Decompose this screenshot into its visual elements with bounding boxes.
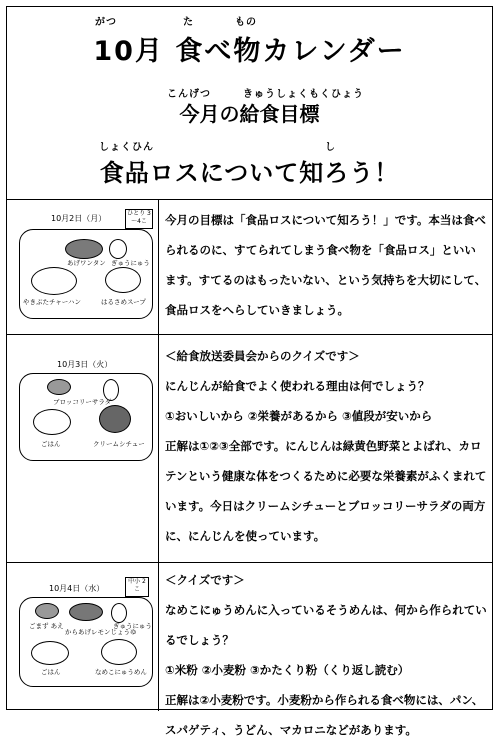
calendar-page bbox=[6, 6, 493, 737]
karaage-icon bbox=[69, 603, 103, 621]
title-ruby: がつ bbox=[95, 17, 117, 28]
soup-bowl-icon bbox=[105, 267, 141, 293]
food-label: からあげレモンじょうゆ bbox=[65, 628, 137, 636]
food-label: あげワンタン bbox=[67, 259, 106, 267]
paragraph: ①おいしいから ②栄養があるから ③値段が安いから bbox=[165, 409, 433, 423]
dish-icon bbox=[47, 379, 71, 395]
rice-bowl-icon bbox=[33, 409, 71, 435]
food-label: ブロッコリーサラダ bbox=[53, 398, 112, 406]
stew-bowl-icon bbox=[99, 405, 131, 433]
title-ruby: た bbox=[183, 17, 194, 28]
title-ruby: もの bbox=[235, 17, 257, 28]
day-description bbox=[165, 205, 487, 325]
menu-illustration bbox=[7, 199, 159, 334]
theme-ruby: しょくひん bbox=[99, 142, 154, 153]
goal-ruby: こんげつ bbox=[167, 89, 211, 100]
serving-note: 中小 2こ bbox=[125, 577, 149, 597]
calendar-header bbox=[7, 7, 492, 200]
theme-ruby: し bbox=[325, 142, 336, 153]
food-label: ぎゅうにゅう bbox=[111, 259, 150, 267]
day-row bbox=[7, 199, 492, 335]
menu-date: 10月2日（月） bbox=[51, 214, 107, 223]
day-row bbox=[7, 335, 492, 563]
food-label: ぎゅうにゅう bbox=[113, 622, 152, 630]
dish-icon bbox=[65, 239, 103, 259]
food-label: はるさめスープ bbox=[101, 298, 146, 306]
food-label: ごはん bbox=[41, 668, 61, 676]
page-title: 10月 食べ物カレンダー bbox=[93, 36, 406, 67]
goal-theme: 食品ロスについて知ろう！ bbox=[99, 159, 400, 187]
goal-ruby: きゅうしょくもくひょう bbox=[243, 89, 364, 100]
rice-bowl-icon bbox=[31, 641, 69, 665]
milk-icon bbox=[109, 239, 127, 259]
day-description bbox=[165, 341, 487, 551]
paragraph: にんじんが給食でよく使われる理由は何でしょう？ bbox=[165, 379, 430, 393]
food-label: クリームシチュー bbox=[93, 440, 145, 448]
paragraph: 今月の目標は「食品ロスについて知ろう！」です。本当は食べられるのに、すてられてしまう食べ物を「食品ロス」といいます。すてるのはもったいない、という気持ちを大切にして、食品ロスをへらしていきましょう。 bbox=[165, 213, 487, 317]
menu-date: 10月3日（火） bbox=[57, 360, 113, 369]
paragraph: ①米粉 ②小麦粉 ③かたくり粉（くり返し読む） bbox=[165, 663, 410, 677]
food-label: やきぶたチャーハン bbox=[23, 298, 81, 306]
paragraph: ＜給食放送委員会からのクイズです＞ bbox=[165, 349, 360, 363]
monthly-goal: 今月の給食目標 bbox=[179, 102, 320, 126]
dish-icon bbox=[35, 603, 59, 619]
paragraph: なめこにゅうめんに入っているそうめんは、何から作られているでしょう？ bbox=[165, 603, 487, 647]
food-label: ごはん bbox=[41, 440, 61, 448]
milk-icon bbox=[111, 603, 127, 623]
soup-bowl-icon bbox=[101, 639, 137, 665]
food-label: なめこにゅうめん bbox=[95, 668, 147, 676]
paragraph: 正解は②小麦粉です。小麦粉から作られる食べ物には、パン、スパゲティ、うどん、マカロニなどがあります。 bbox=[165, 693, 484, 737]
paragraph: ＜クイズです＞ bbox=[165, 573, 245, 587]
menu-illustration bbox=[7, 335, 159, 562]
rice-bowl-icon bbox=[31, 267, 77, 295]
menu-date: 10月4日（水） bbox=[49, 584, 105, 593]
day-description bbox=[165, 565, 487, 745]
serving-note: ひとり 3～4こ bbox=[125, 209, 153, 229]
food-label: ごまず あえ bbox=[29, 622, 64, 630]
day-row bbox=[7, 563, 492, 737]
paragraph: 正解は①②③全部です。にんじんは緑黄色野菜とよばれ、カロテンという健康な体をつくるために必要な栄養素がふくまれています。今日はクリームシチューとブロッコリーサラダの両方に、にんじんを使っています。 bbox=[165, 439, 487, 543]
menu-illustration bbox=[7, 563, 159, 711]
